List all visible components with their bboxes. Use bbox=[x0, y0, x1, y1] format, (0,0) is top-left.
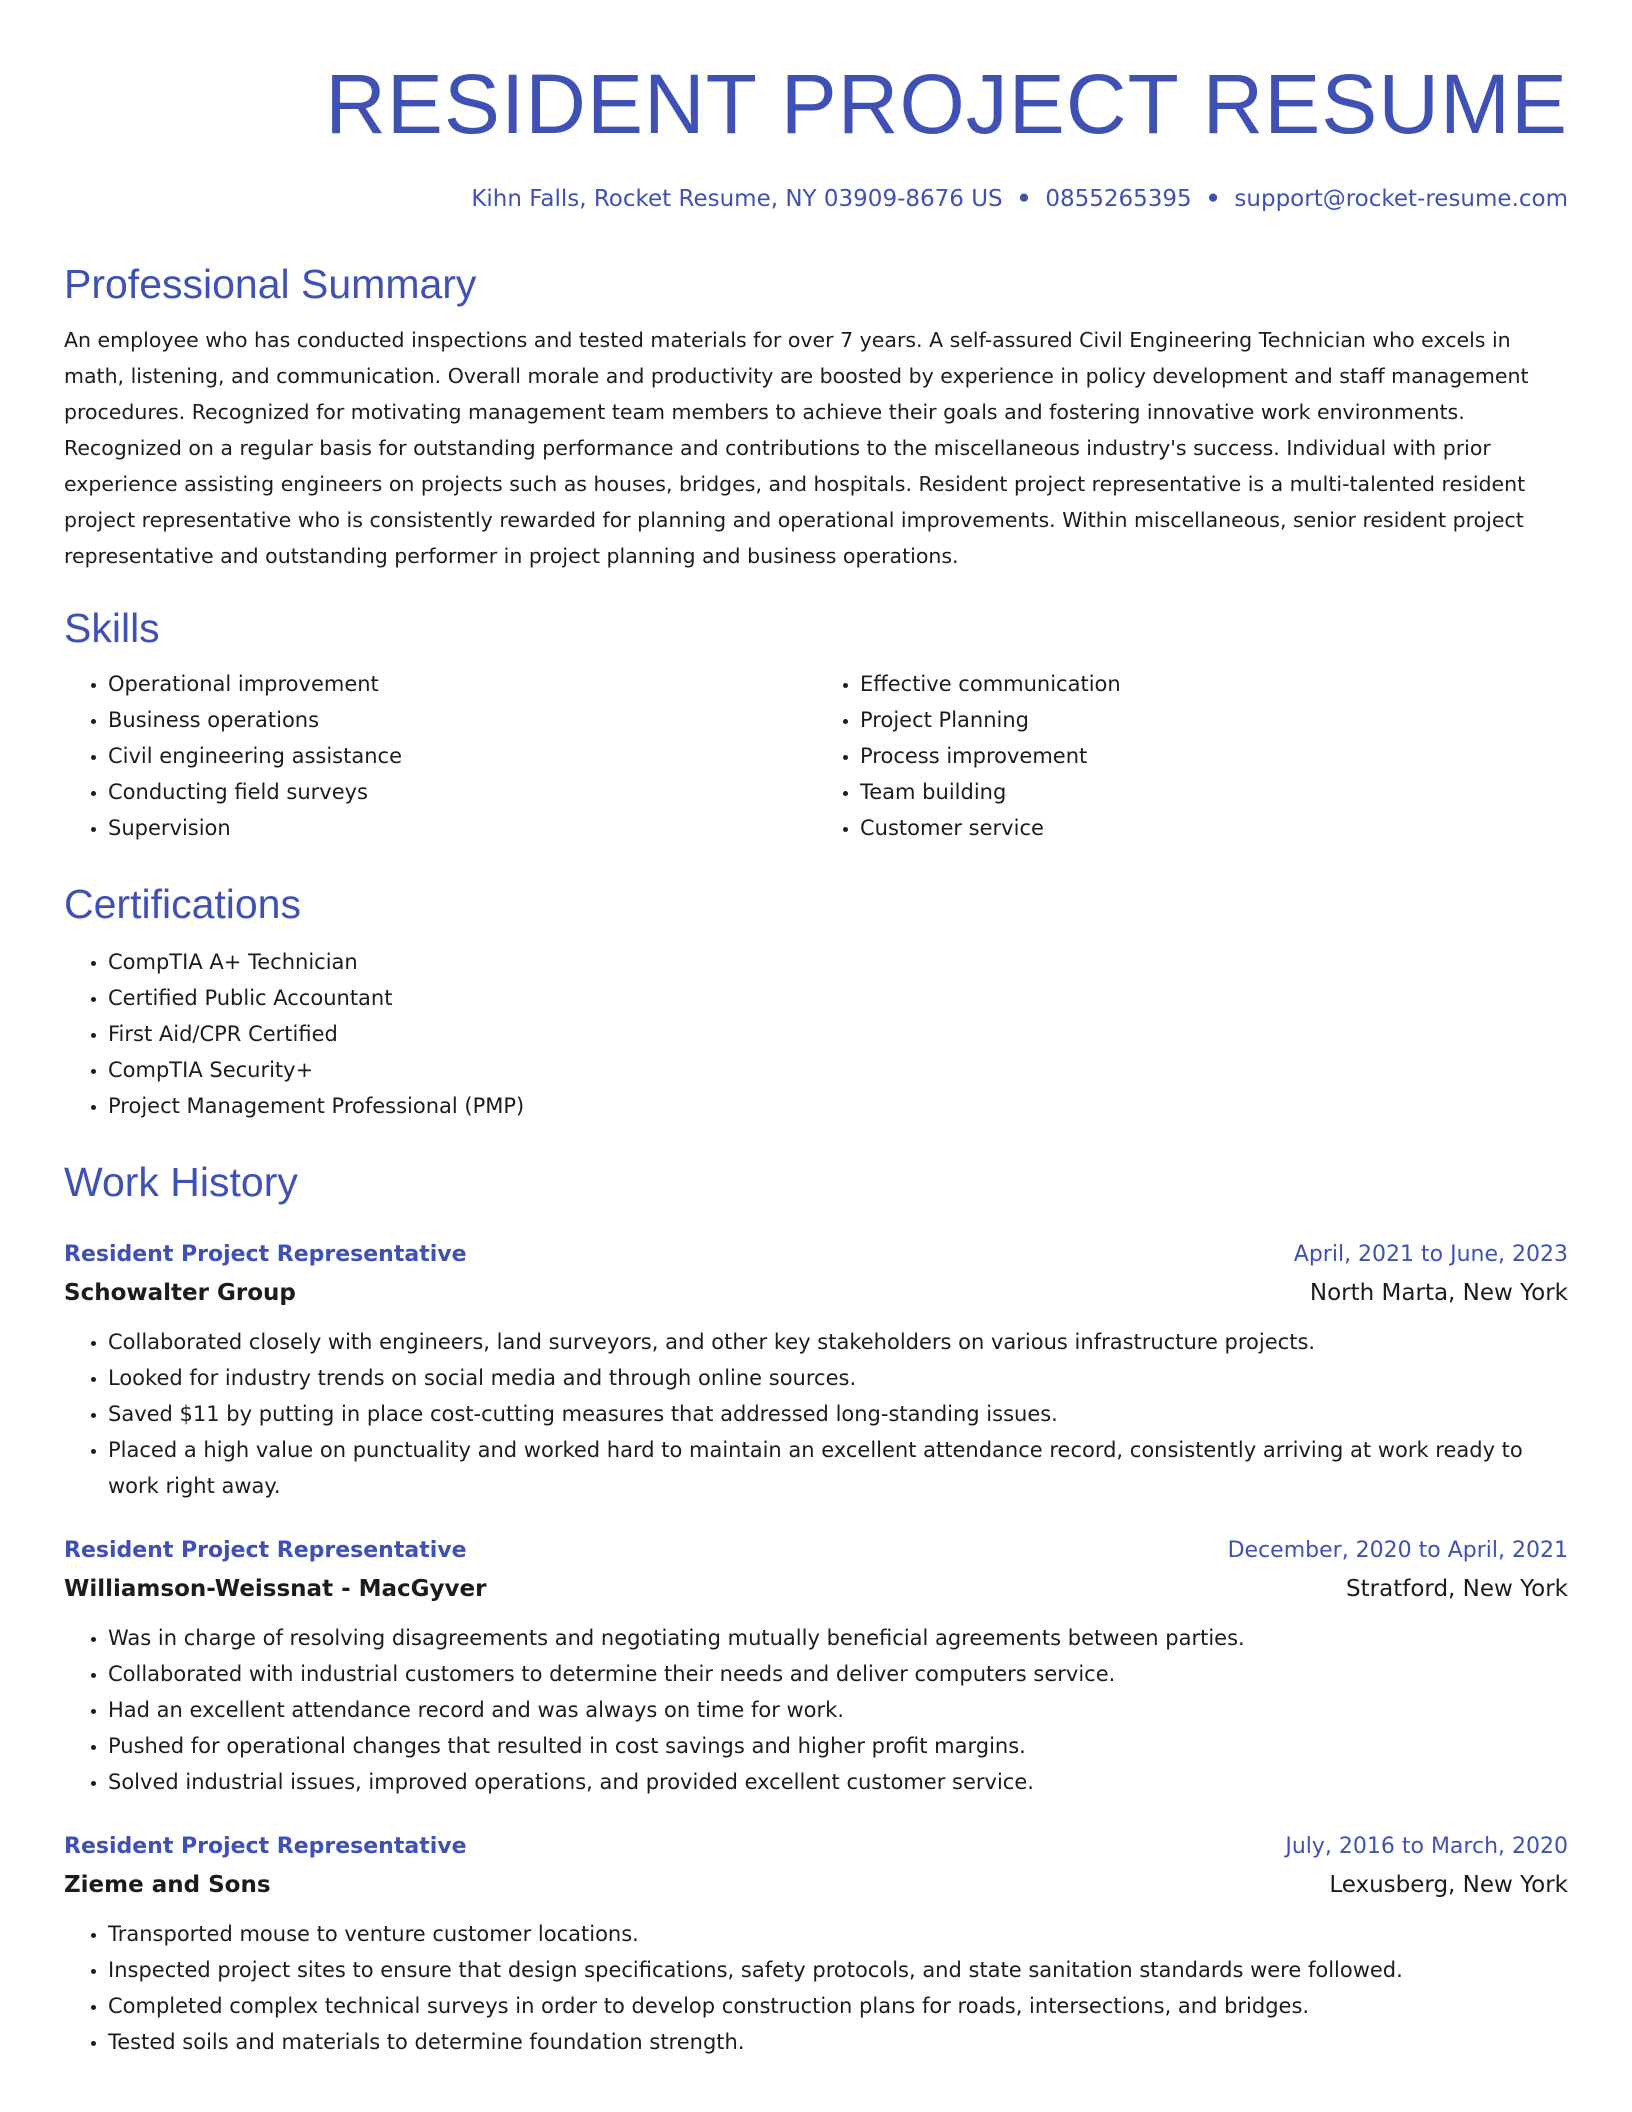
certification-list bbox=[64, 944, 1568, 1124]
job-dates: April, 2021 to June, 2023 bbox=[1293, 1242, 1568, 1267]
job-bullet: • Placed a high value on punctuality and worked hard to maintain an excellent attendance record, consistently arriving at work ready to work right away. bbox=[108, 1432, 1568, 1504]
resume-header bbox=[64, 56, 1568, 214]
summary-text: An employee who has conducted inspections and tested materials for over 7 years. A self-assured Civil Engineering Technician who excels in math, listening, and communication. Overall morale and productivity are boosted by experience in policy development and staff management procedures. Recognized for motivating management team members to achieve their goals and fostering innovative work environments. Recognized on a regular basis for outstanding performance and contributions to the miscellaneous industry's success. Individual with prior experience assisting engineers on projects such as houses, bridges, and hospitals. Resident project representative is a multi-talented resident project representative who is consistently rewarded for planning and operational improvements. Within miscellaneous, senior resident project representative and outstanding performer in project planning and business operations. bbox=[64, 328, 1529, 568]
job-bullet: • Collaborated with industrial customers to determine their needs and deliver computers service. bbox=[108, 1656, 1568, 1692]
job-bullet: • Had an excellent attendance record and was always on time for work. bbox=[108, 1692, 1568, 1728]
job-bullet: • Collaborated closely with engineers, land surveyors, and other key stakeholders on various infrastructure projects. bbox=[108, 1324, 1568, 1360]
job-dates: July, 2016 to March, 2020 bbox=[1285, 1834, 1568, 1859]
contact-line bbox=[64, 184, 1568, 214]
job-location: North Marta, New York bbox=[1309, 1280, 1568, 1306]
resume-page bbox=[64, 0, 1568, 2060]
skill-item: • Customer service bbox=[860, 810, 1568, 846]
contact-separator: • bbox=[1205, 186, 1221, 212]
skill-item: • Operational improvement bbox=[108, 666, 816, 702]
job-bullet: • Pushed for operational changes that resulted in cost savings and higher profit margins. bbox=[108, 1728, 1568, 1764]
skill-item: • Process improvement bbox=[860, 738, 1568, 774]
job-location: Stratford, New York bbox=[1346, 1576, 1568, 1602]
skill-item: • Business operations bbox=[108, 702, 816, 738]
job-title-row bbox=[64, 1236, 1568, 1274]
certification-item: • Project Management Professional (PMP) bbox=[108, 1088, 1568, 1124]
section-title-work-history: Work History bbox=[64, 1159, 298, 1205]
job-bullet: • Inspected project sites to ensure that design specifications, safety protocols, and state sanitation standards were followed. bbox=[108, 1952, 1568, 1988]
contact-separator: • bbox=[1016, 186, 1032, 212]
contact-address: Kihn Falls, Rocket Resume, NY 03909-8676 US bbox=[471, 186, 1003, 212]
job-bullet: • Tested soils and materials to determine foundation strength. bbox=[108, 2024, 1568, 2060]
job-entry bbox=[64, 1236, 1568, 1504]
job-title: Resident Project Representative bbox=[64, 1538, 467, 1563]
job-entry bbox=[64, 1828, 1568, 2060]
contact-email[interactable]: support@rocket-resume.com bbox=[1234, 186, 1568, 212]
job-company-row bbox=[64, 1274, 1568, 1312]
job-bullet: • Looked for industry trends on social media and through online sources. bbox=[108, 1360, 1568, 1396]
job-bullet: • Completed complex technical surveys in order to develop construction plans for roads, intersections, and bridges. bbox=[108, 1988, 1568, 2024]
job-bullet: • Saved $11 by putting in place cost-cutting measures that addressed long-standing issues. bbox=[108, 1396, 1568, 1432]
job-bullet: • Was in charge of resolving disagreements and negotiating mutually beneficial agreements between parties. bbox=[108, 1620, 1568, 1656]
skills-grid bbox=[64, 666, 1568, 846]
job-bullet: • Solved industrial issues, improved operations, and provided excellent customer service. bbox=[108, 1764, 1568, 1800]
job-title-row bbox=[64, 1828, 1568, 1866]
certification-item: • First Aid/CPR Certified bbox=[108, 1016, 1568, 1052]
section-title-skills: Skills bbox=[64, 605, 160, 651]
job-bullet-list bbox=[64, 1324, 1568, 1504]
job-company-row bbox=[64, 1570, 1568, 1608]
job-bullet: • Transported mouse to venture customer locations. bbox=[108, 1916, 1568, 1952]
skills-list-left bbox=[64, 666, 816, 846]
skill-item: • Supervision bbox=[108, 810, 816, 846]
skill-item: • Effective communication bbox=[860, 666, 1568, 702]
section-title-summary: Professional Summary bbox=[64, 261, 477, 307]
skill-item: • Project Planning bbox=[860, 702, 1568, 738]
certification-item: • CompTIA Security+ bbox=[108, 1052, 1568, 1088]
job-company-row bbox=[64, 1866, 1568, 1904]
job-title: Resident Project Representative bbox=[64, 1242, 467, 1267]
job-dates: December, 2020 to April, 2021 bbox=[1227, 1538, 1568, 1563]
skill-item: • Team building bbox=[860, 774, 1568, 810]
skill-item: • Civil engineering assistance bbox=[108, 738, 816, 774]
job-title: Resident Project Representative bbox=[64, 1834, 467, 1859]
skills-list-right bbox=[816, 666, 1568, 846]
resume-name: RESIDENT PROJECT RESUME bbox=[325, 57, 1568, 151]
job-title-row bbox=[64, 1532, 1568, 1570]
job-bullet-list bbox=[64, 1620, 1568, 1800]
skill-item: • Conducting field surveys bbox=[108, 774, 816, 810]
job-company: Williamson-Weissnat - MacGyver bbox=[64, 1576, 487, 1602]
certification-item: • Certified Public Accountant bbox=[108, 980, 1568, 1016]
contact-phone: 0855265395 bbox=[1045, 186, 1192, 212]
section-title-certifications: Certifications bbox=[64, 881, 301, 927]
job-entry bbox=[64, 1532, 1568, 1800]
certification-item: • CompTIA A+ Technician bbox=[108, 944, 1568, 980]
job-company: Schowalter Group bbox=[64, 1280, 296, 1306]
job-company: Zieme and Sons bbox=[64, 1872, 271, 1898]
job-bullet-list bbox=[64, 1916, 1568, 2060]
job-location: Lexusberg, New York bbox=[1329, 1872, 1568, 1898]
